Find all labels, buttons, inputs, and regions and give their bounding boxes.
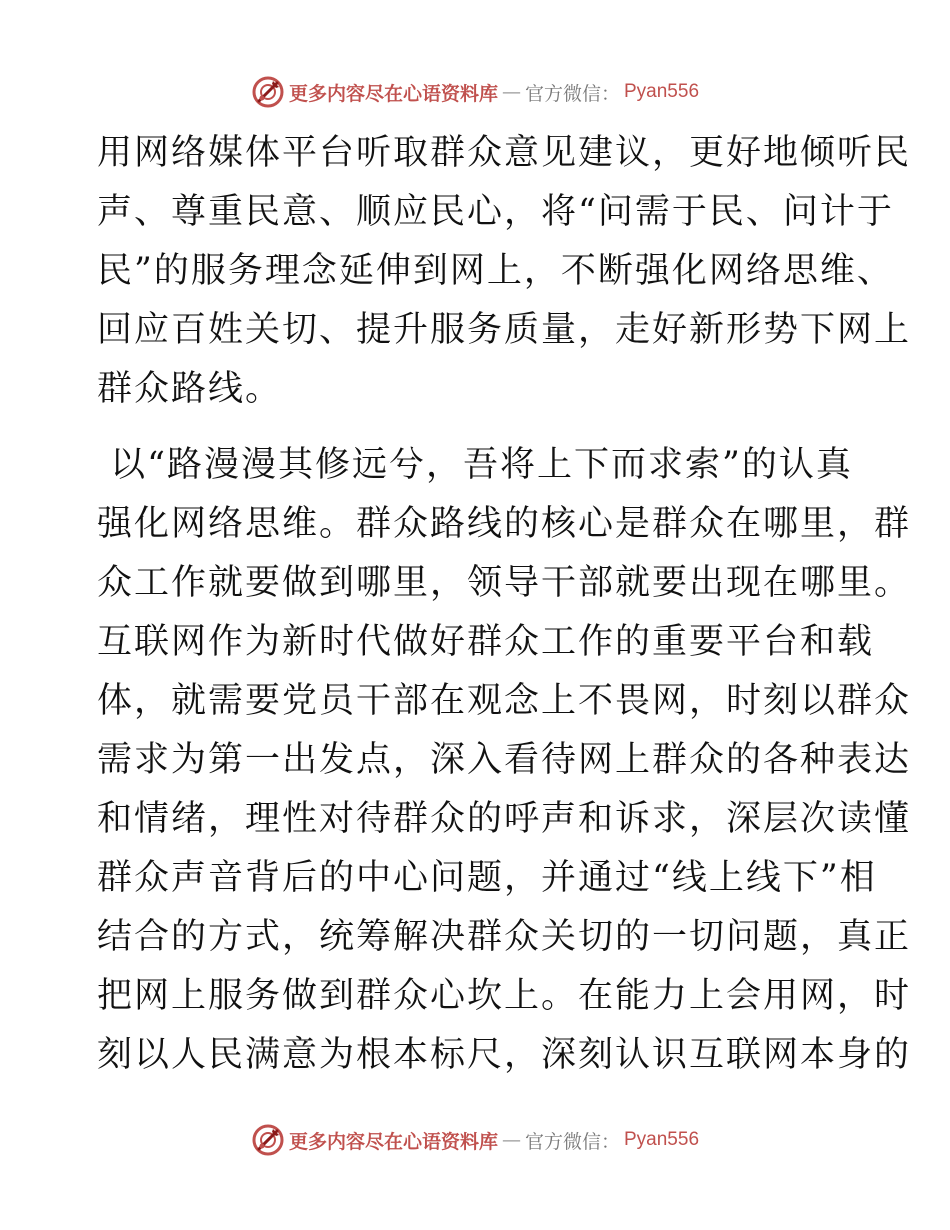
text-line: 需求为第一出发点，深入看待网上群众的各种表达 <box>97 740 912 780</box>
text-line: 众工作就要做到哪里，领导干部就要出现在哪里。 <box>97 563 912 603</box>
footer-site-text: 更多内容尽在心语资料库 <box>288 1130 498 1153</box>
paragraph-2 <box>97 436 912 1085</box>
footer-wechat-id: Pyan556 <box>624 1129 700 1150</box>
paragraph-1 <box>97 124 912 419</box>
text-line: 体，就需要党员干部在观念上不畏网，时刻以群众 <box>97 681 912 721</box>
text-line: 和情绪，理性对待群众的呼声和诉求，深层次读懂 <box>97 799 912 839</box>
footer-banner-inner <box>251 1123 699 1157</box>
paragraph-gap <box>97 419 857 436</box>
footer-banner <box>0 1120 950 1160</box>
text-line: 声、尊重民意、顺应民心，将“问需于民、问计于 <box>97 192 894 232</box>
text-line: 群众路线。 <box>97 369 283 409</box>
text-line: 互联网作为新时代做好群众工作的重要平台和载 <box>97 622 875 662</box>
text-line: 把网上服务做到群众心坎上。在能力上会用网，时 <box>97 976 912 1016</box>
logo-icon <box>251 75 285 109</box>
text-line: 结合的方式，统筹解决群众关切的一切问题，真正 <box>97 917 912 957</box>
header-separator: — <box>501 81 521 103</box>
text-line: 强化网络思维。群众路线的核心是群众在哪里，群 <box>97 504 912 544</box>
logo-icon <box>251 1123 285 1157</box>
footer-wechat-label: 官方微信： <box>524 1130 620 1153</box>
text-line: 群众声音背后的中心问题，并通过“线上线下”相 <box>97 858 877 898</box>
text-line: 以“路漫漫其修远兮，吾将上下而求索”的认真 <box>97 445 853 485</box>
header-wechat-label: 官方微信： <box>524 82 620 105</box>
header-site-text: 更多内容尽在心语资料库 <box>288 82 498 105</box>
text-line: 用网络媒体平台听取群众意见建议，更好地倾听民 <box>97 133 912 173</box>
footer-separator: — <box>501 1129 521 1151</box>
header-banner <box>0 72 950 112</box>
document-body <box>97 124 912 1085</box>
header-wechat-id: Pyan556 <box>624 81 700 102</box>
header-banner-inner <box>251 75 699 109</box>
text-line: 刻以人民满意为根本标尺，深刻认识互联网本身的 <box>97 1035 912 1075</box>
text-line: 民”的服务理念延伸到网上，不断强化网络思维、 <box>97 251 894 291</box>
text-line: 回应百姓关切、提升服务质量，走好新形势下网上 <box>97 310 912 350</box>
